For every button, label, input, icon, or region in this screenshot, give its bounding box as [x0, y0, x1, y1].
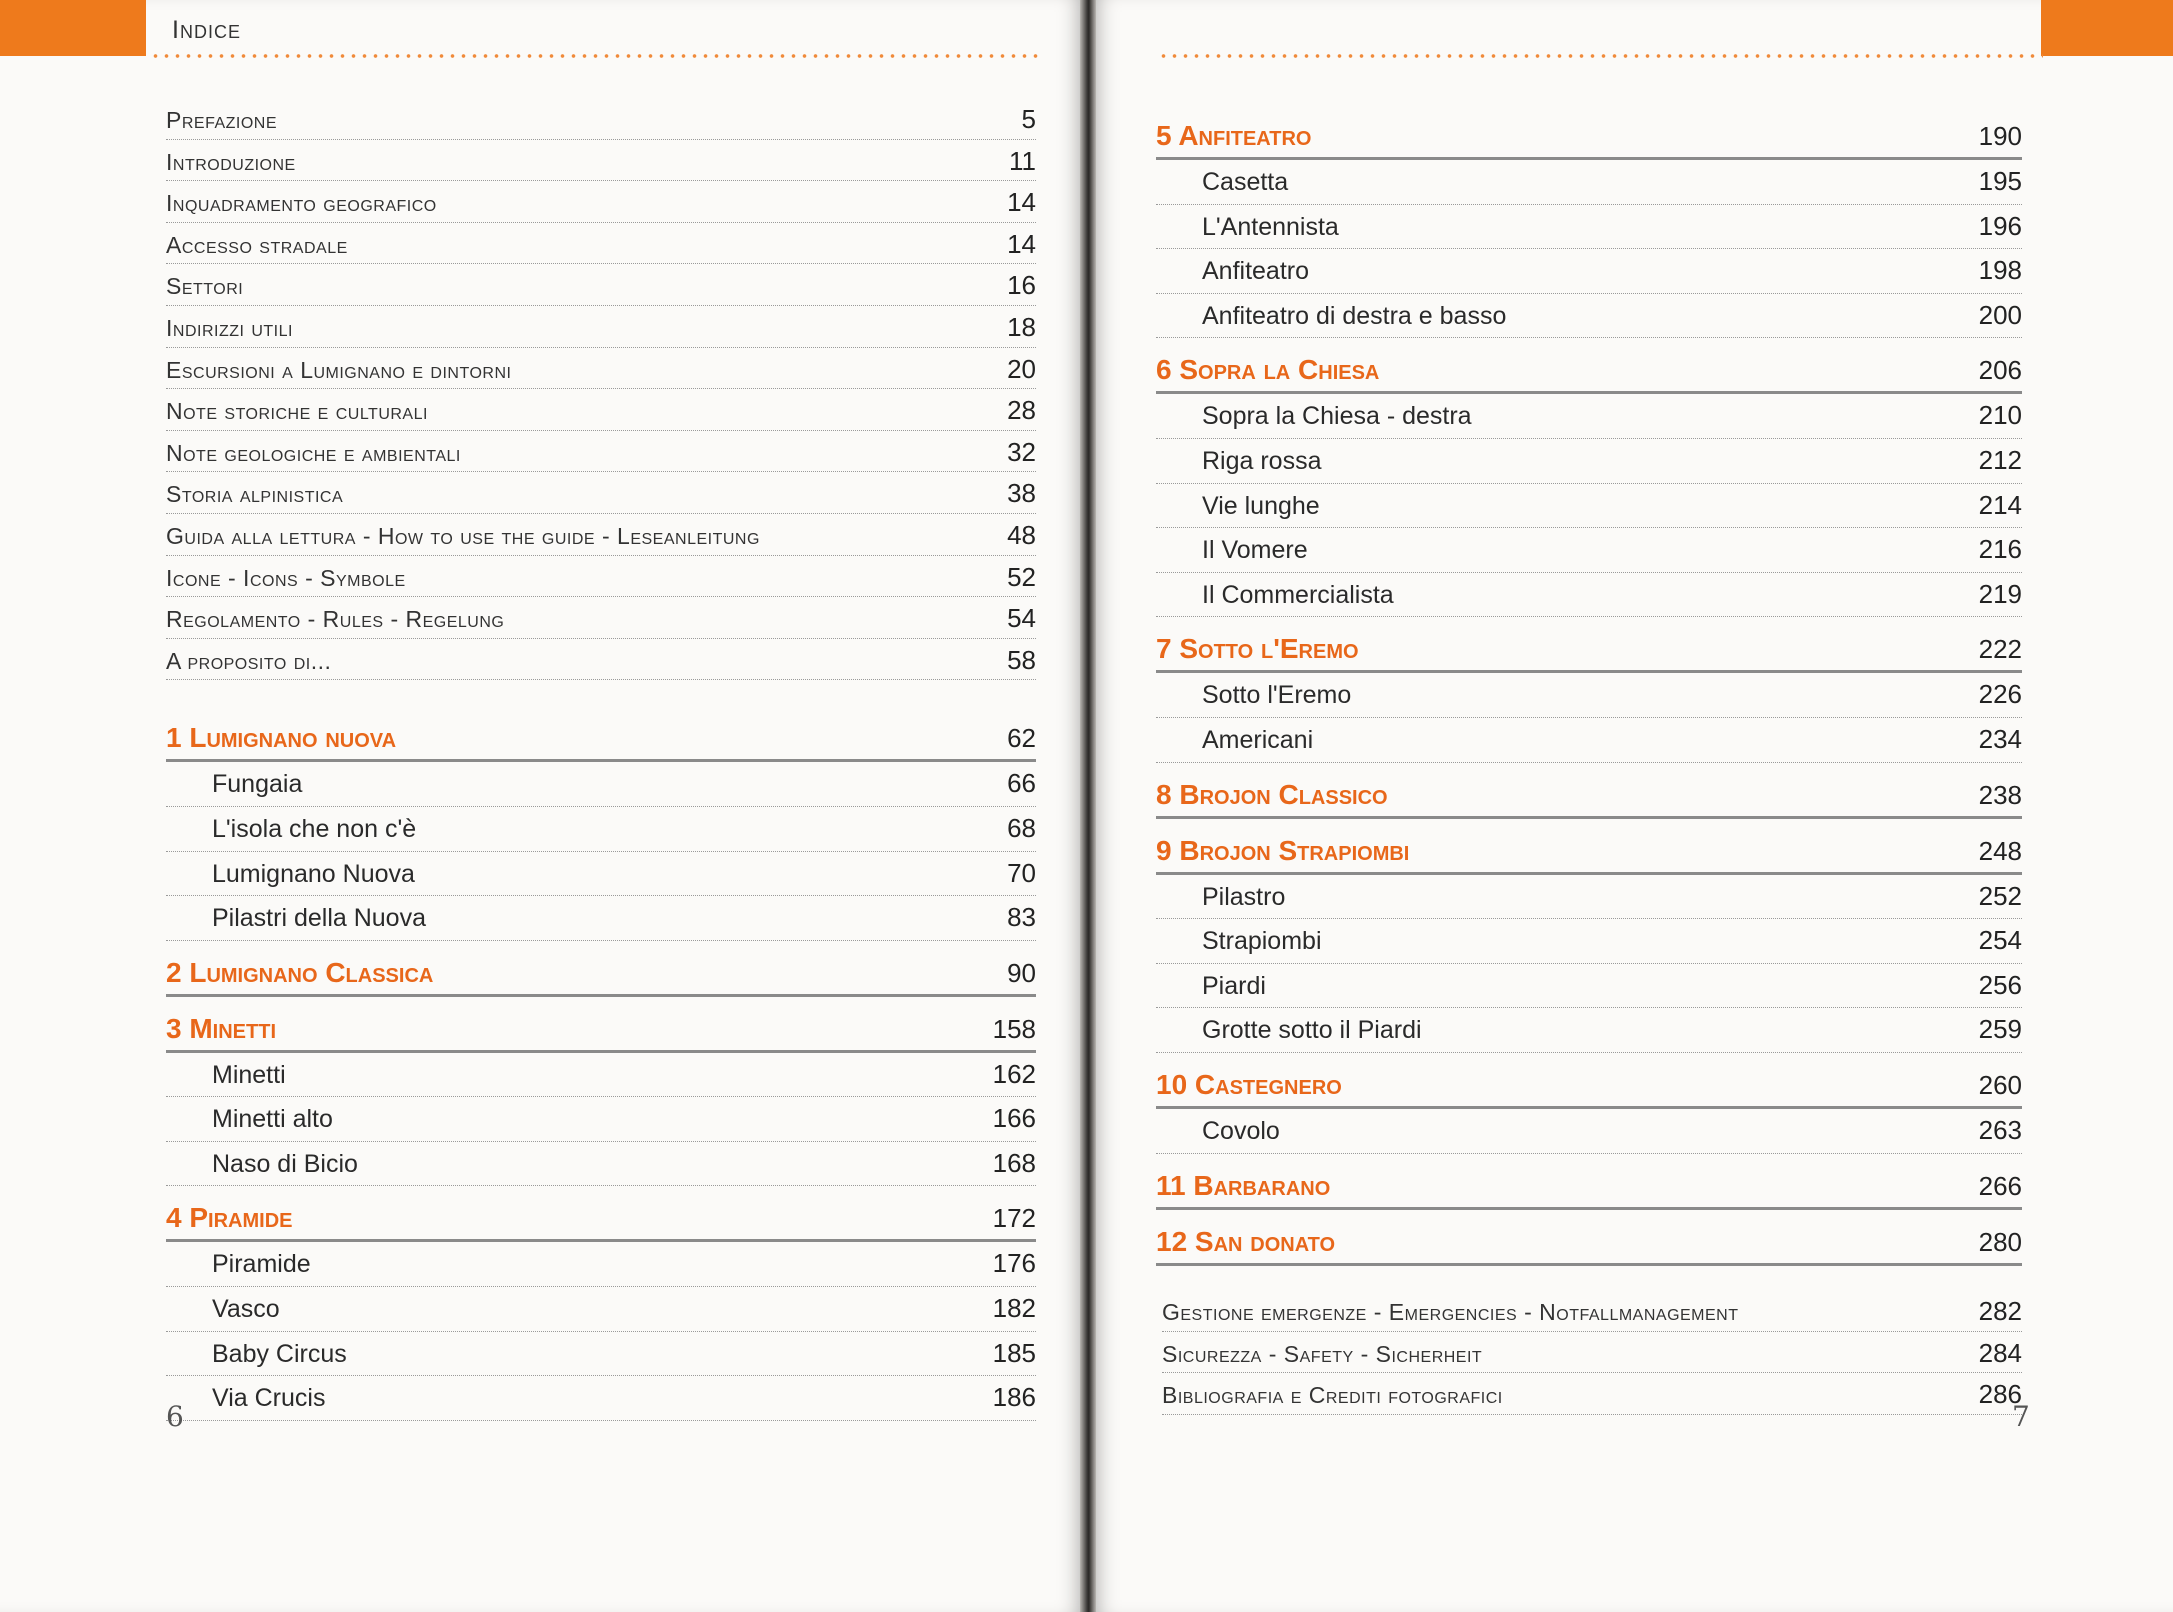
- entry-title: Naso di Bicio: [212, 1149, 358, 1178]
- entry-title: Anfiteatro di destra e basso: [1202, 301, 1507, 330]
- entry-title: Accesso stradale: [166, 231, 348, 258]
- entry-title: Note storiche e culturali: [166, 398, 428, 425]
- entry-title: Icone - Icons - Symbole: [166, 564, 406, 591]
- entry-title: Grotte sotto il Piardi: [1202, 1016, 1422, 1045]
- toc-back-matter: [1162, 1290, 2022, 1415]
- entry-page-number: 32: [1007, 436, 1036, 467]
- toc-section-heading[interactable]: [166, 945, 1036, 997]
- entry-page-number: 286: [1978, 1379, 2022, 1410]
- toc-section-heading[interactable]: [1156, 342, 2022, 394]
- entry-page-number: 210: [1978, 400, 2022, 431]
- entry-title: 8 Brojon Classico: [1156, 778, 1388, 810]
- entry-title: Via Crucis: [212, 1384, 326, 1413]
- entry-title: Il Vomere: [1202, 536, 1308, 565]
- toc-subentry[interactable]: [166, 1332, 1036, 1377]
- entry-page-number: 20: [1007, 353, 1036, 384]
- toc-subentry[interactable]: [1156, 249, 2022, 294]
- entry-page-number: 176: [992, 1248, 1036, 1279]
- entry-title: Guida alla lettura - How to use the guide - Leseanleitung: [166, 522, 760, 549]
- page-number-right: 7: [2012, 1400, 2030, 1433]
- entry-title: Baby Circus: [212, 1339, 347, 1368]
- entry-page-number: 182: [992, 1293, 1036, 1324]
- left-page: [0, 0, 1080, 1612]
- entry-title: L'isola che non c'è: [212, 814, 417, 843]
- entry-page-number: 16: [1007, 270, 1036, 301]
- entry-title: Anfiteatro: [1202, 257, 1310, 286]
- entry-page-number: 14: [1007, 228, 1036, 259]
- entry-title: Note geologiche e ambientali: [166, 439, 461, 466]
- entry-page-number: 260: [1978, 1069, 2022, 1100]
- entry-page-number: 18: [1007, 311, 1036, 342]
- toc-subentry[interactable]: [166, 1142, 1036, 1187]
- entry-title: Pilastro: [1202, 882, 1286, 911]
- entry-page-number: 282: [1978, 1296, 2022, 1326]
- entry-page-number: 28: [1007, 395, 1036, 426]
- entry-title: 6 Sopra la Chiesa: [1156, 354, 1380, 386]
- toc-subentry[interactable]: [166, 852, 1036, 897]
- entry-title: Minetti: [212, 1060, 286, 1089]
- entry-title: A proposito di...: [166, 647, 332, 674]
- entry-title: 5 Anfiteatro: [1156, 120, 1312, 151]
- entry-title: Gestione emergenze - Emergencies - Notfallmanagement: [1162, 1299, 1739, 1325]
- toc-subentry[interactable]: [1156, 439, 2022, 484]
- entry-page-number: 162: [992, 1058, 1036, 1089]
- toc-entry[interactable]: [166, 556, 1036, 598]
- entry-title: Riga rossa: [1202, 446, 1322, 475]
- entry-page-number: 248: [1978, 835, 2022, 866]
- entry-page-number: 48: [1007, 519, 1036, 550]
- entry-page-number: 52: [1007, 561, 1036, 592]
- entry-title: Inquadramento geografico: [166, 190, 437, 217]
- entry-title: Settori: [166, 273, 244, 300]
- entry-page-number: 196: [1978, 210, 2022, 241]
- entry-title: 9 Brojon Strapiombi: [1156, 834, 1410, 866]
- entry-page-number: 11: [1009, 145, 1036, 176]
- toc-subentry[interactable]: [1156, 875, 2022, 920]
- entry-page-number: 66: [1007, 768, 1036, 799]
- toc-entry[interactable]: [1162, 1332, 2022, 1374]
- toc-subentry[interactable]: [166, 1242, 1036, 1287]
- entry-page-number: 234: [1978, 723, 2022, 754]
- entry-page-number: 172: [992, 1203, 1036, 1234]
- toc-section-heading[interactable]: [1156, 1057, 2022, 1109]
- entry-title: 11 Barbarano: [1156, 1169, 1331, 1201]
- entry-page-number: 219: [1978, 578, 2022, 609]
- entry-page-number: 284: [1978, 1337, 2022, 1368]
- toc-section-heading[interactable]: [166, 1190, 1036, 1242]
- toc-subentry[interactable]: [1156, 673, 2022, 718]
- entry-title: 3 Minetti: [166, 1012, 277, 1044]
- entry-title: Escursioni a Lumignano e dintorni: [166, 356, 512, 383]
- toc-entry[interactable]: [166, 306, 1036, 348]
- entry-title: Covolo: [1202, 1116, 1280, 1145]
- toc-section-heading[interactable]: [166, 1001, 1036, 1053]
- entry-page-number: 62: [1007, 723, 1036, 754]
- toc-right-column: [1156, 104, 2022, 1266]
- toc-entry[interactable]: [166, 431, 1036, 473]
- entry-page-number: 238: [1978, 779, 2022, 810]
- toc-subentry[interactable]: [166, 1053, 1036, 1098]
- toc-subentry[interactable]: [166, 1097, 1036, 1142]
- toc-subentry[interactable]: [166, 1376, 1036, 1421]
- entry-title: 1 Lumignano nuova: [166, 722, 397, 754]
- toc-subentry[interactable]: [166, 762, 1036, 807]
- entry-title: 10 Castegnero: [1156, 1068, 1342, 1100]
- toc-entry[interactable]: [1162, 1290, 2022, 1332]
- entry-page-number: 212: [1978, 444, 2022, 475]
- entry-title: Americani: [1202, 725, 1314, 754]
- entry-title: Sotto l'Eremo: [1202, 681, 1352, 710]
- entry-page-number: 158: [992, 1013, 1036, 1044]
- entry-title: Fungaia: [212, 770, 303, 799]
- entry-page-number: 198: [1978, 255, 2022, 286]
- toc-subentry[interactable]: [1156, 484, 2022, 529]
- entry-page-number: 54: [1007, 603, 1036, 634]
- entry-title: Lumignano Nuova: [212, 859, 415, 888]
- toc-subentry[interactable]: [1156, 573, 2022, 618]
- toc-subentry[interactable]: [1156, 160, 2022, 205]
- entry-page-number: 200: [1978, 299, 2022, 330]
- toc-subentry[interactable]: [1156, 294, 2022, 339]
- entry-title: Storia alpinistica: [166, 481, 344, 508]
- entry-page-number: 68: [1007, 812, 1036, 843]
- entry-page-number: 216: [1978, 534, 2022, 565]
- toc-entry[interactable]: [166, 472, 1036, 514]
- entry-page-number: 280: [1978, 1226, 2022, 1257]
- toc-left-column: [166, 98, 1036, 1421]
- entry-title: Strapiombi: [1202, 927, 1322, 956]
- toc-entry[interactable]: [166, 597, 1036, 639]
- entry-page-number: 186: [992, 1382, 1036, 1413]
- toc-section-heading[interactable]: [1156, 108, 2022, 160]
- entry-title: 12 San donato: [1156, 1225, 1336, 1257]
- entry-page-number: 206: [1978, 355, 2022, 386]
- toc-subentry[interactable]: [1156, 528, 2022, 573]
- page-number-left: 6: [166, 1400, 184, 1433]
- toc-subentry[interactable]: [166, 807, 1036, 852]
- entry-page-number: 83: [1007, 902, 1036, 933]
- entry-page-number: 90: [1007, 957, 1036, 988]
- entry-page-number: 252: [1978, 880, 2022, 911]
- entry-title: Piardi: [1202, 971, 1266, 1000]
- header-orange-tab: [0, 0, 146, 56]
- toc-entry[interactable]: [166, 264, 1036, 306]
- toc-entry[interactable]: [166, 639, 1036, 681]
- entry-title: Sopra la Chiesa - destra: [1202, 402, 1472, 431]
- entry-title: Introduzione: [166, 148, 296, 175]
- entry-title: Il Commercialista: [1202, 580, 1394, 609]
- header-dotted-rule: [150, 54, 1040, 58]
- book-spine: [1080, 0, 1096, 1612]
- toc-section-heading[interactable]: [1156, 1158, 2022, 1210]
- entry-page-number: 254: [1978, 925, 2022, 956]
- toc-section-heading[interactable]: [1156, 767, 2022, 819]
- toc-subentry[interactable]: [1156, 919, 2022, 964]
- toc-subentry[interactable]: [166, 896, 1036, 941]
- toc-subentry[interactable]: [1156, 205, 2022, 250]
- toc-subentry[interactable]: [166, 1287, 1036, 1332]
- entry-title: Regolamento - Rules - Regelung: [166, 606, 505, 633]
- entry-page-number: 259: [1978, 1014, 2022, 1045]
- toc-entry[interactable]: [166, 389, 1036, 431]
- entry-page-number: 195: [1978, 166, 2022, 196]
- header-orange-tab: [2041, 0, 2173, 56]
- entry-page-number: 166: [992, 1103, 1036, 1134]
- toc-entry[interactable]: [1162, 1373, 2022, 1415]
- entry-page-number: 58: [1007, 644, 1036, 675]
- toc-entry[interactable]: [166, 98, 1036, 140]
- toc-subentry[interactable]: [1156, 394, 2022, 439]
- entry-page-number: 168: [992, 1147, 1036, 1178]
- right-page: [1096, 0, 2173, 1612]
- entry-page-number: 266: [1978, 1170, 2022, 1201]
- entry-page-number: 190: [1978, 121, 2022, 151]
- toc-entry[interactable]: [166, 140, 1036, 182]
- header-dotted-rule: [1158, 54, 2043, 58]
- entry-title: Minetti alto: [212, 1105, 333, 1134]
- entry-page-number: 256: [1978, 969, 2022, 1000]
- toc-entry[interactable]: [166, 514, 1036, 556]
- entry-page-number: 38: [1007, 478, 1036, 509]
- entry-title: L'Antennista: [1202, 212, 1339, 241]
- entry-title: Piramide: [212, 1250, 311, 1279]
- entry-title: 2 Lumignano Classica: [166, 956, 434, 988]
- entry-title: Casetta: [1202, 168, 1289, 196]
- entry-title: Vasco: [212, 1295, 280, 1324]
- toc-entry[interactable]: [166, 223, 1036, 265]
- entry-title: Pilastri della Nuova: [212, 904, 426, 933]
- entry-page-number: 70: [1007, 857, 1036, 888]
- entry-page-number: 14: [1007, 187, 1036, 218]
- entry-title: 7 Sotto l'Eremo: [1156, 633, 1359, 665]
- entry-title: Bibliografia e Crediti fotografici: [1162, 1382, 1503, 1409]
- entry-page-number: 214: [1978, 489, 2022, 520]
- toc-subentry[interactable]: [1156, 1008, 2022, 1053]
- entry-title: Vie lunghe: [1202, 491, 1320, 520]
- toc-section-heading[interactable]: [1156, 1214, 2022, 1266]
- toc-subentry[interactable]: [1156, 718, 2022, 763]
- toc-subentry[interactable]: [1156, 1109, 2022, 1154]
- toc-section-heading[interactable]: [1156, 823, 2022, 875]
- toc-section-heading[interactable]: [166, 710, 1036, 762]
- entry-title: 4 Piramide: [166, 1202, 293, 1234]
- toc-section-heading[interactable]: [1156, 621, 2022, 673]
- entry-title: Indirizzi utili: [166, 314, 293, 341]
- entry-page-number: 5: [1021, 104, 1036, 134]
- entry-page-number: 222: [1978, 634, 2022, 665]
- entry-title: Prefazione: [166, 107, 278, 133]
- toc-entry[interactable]: [166, 348, 1036, 390]
- entry-page-number: 226: [1978, 679, 2022, 710]
- entry-title: Sicurezza - Safety - Sicherheit: [1162, 1340, 1483, 1367]
- entry-page-number: 263: [1978, 1114, 2022, 1145]
- entry-page-number: 185: [992, 1337, 1036, 1368]
- toc-entry[interactable]: [166, 181, 1036, 223]
- page-title: Indice: [172, 16, 241, 44]
- toc-subentry[interactable]: [1156, 964, 2022, 1009]
